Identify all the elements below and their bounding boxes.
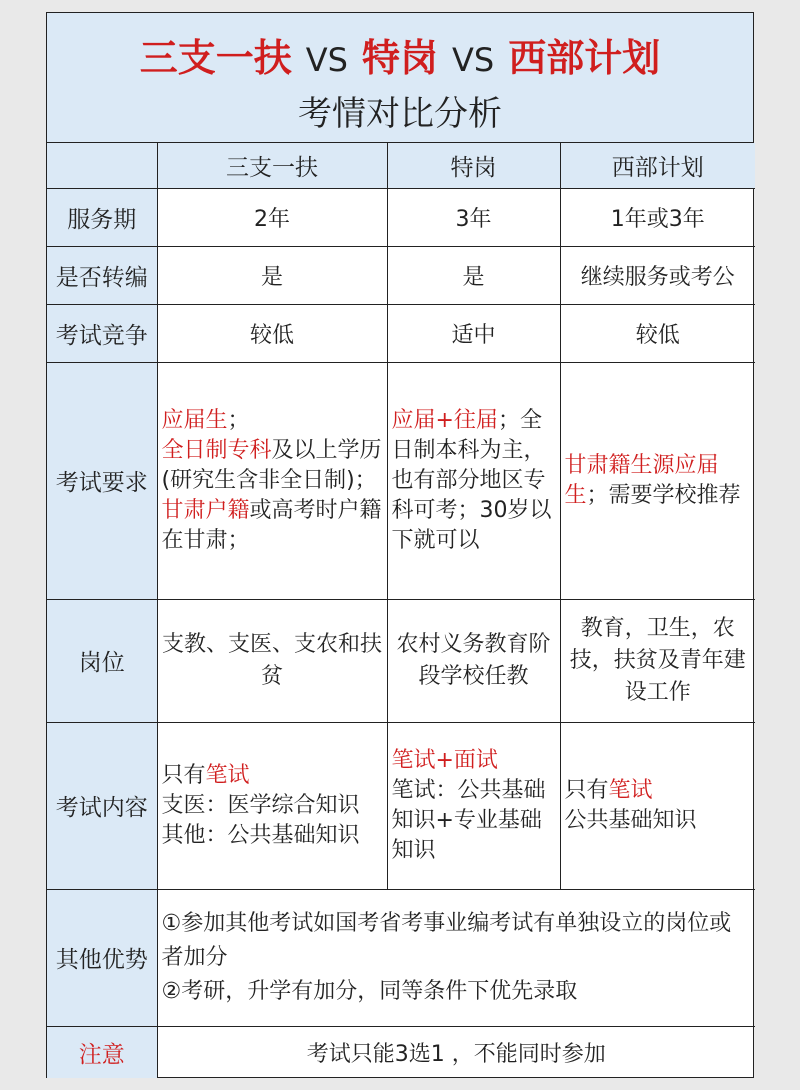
cell-requirements-3 <box>560 362 755 599</box>
cell-content-3 <box>560 722 755 889</box>
content-public: 公共基础知识 <box>564 807 697 833</box>
advantage-1: ①参加其他考试如国考省考事业编考试有单独设立的岗位或者加分 <box>161 910 732 970</box>
cell-transfer-3: 继续服务或考公 <box>560 246 755 304</box>
content-only: 只有 <box>161 762 206 788</box>
table-row <box>47 362 755 599</box>
req-school-rec: ；需要学校推荐 <box>586 482 741 508</box>
cell-content-1 <box>157 722 387 889</box>
title-program-2: 特岗 <box>361 36 438 80</box>
cell-service-2: 3年 <box>387 188 560 246</box>
req-gansu-source: 甘肃籍生源应届生 <box>564 452 719 508</box>
req-detail: ；全日制本科为主，也有部分地区专科可考；30岁以下就可以 <box>391 407 552 553</box>
cell-content-2 <box>387 722 560 889</box>
row-label-note: 注意 <box>47 1026 157 1078</box>
cell-service-1: 2年 <box>157 188 387 246</box>
table-row <box>47 304 755 362</box>
cell-service-3: 1年或3年 <box>560 188 755 246</box>
row-label-competition: 考试竞争 <box>47 304 157 362</box>
req-education: 及以上学历(研究生含非全日制)； <box>161 437 382 493</box>
row-label-transfer: 是否转编 <box>47 246 157 304</box>
content-written: 笔试 <box>608 777 653 803</box>
row-label-service: 服务期 <box>47 188 157 246</box>
cell-positions-2: 农村义务教育阶段学校任教 <box>387 599 560 722</box>
cell-transfer-2: 是 <box>387 246 560 304</box>
cell-competition-3: 较低 <box>560 304 755 362</box>
main-title <box>47 13 753 83</box>
cell-positions-1: 支教、支医、支农和扶贫 <box>157 599 387 722</box>
req-graduates: 应届+往届 <box>391 407 498 433</box>
row-label-advantages: 其他优势 <box>47 889 157 1026</box>
cell-requirements-1 <box>157 362 387 599</box>
req-fulltime: 全日制专科 <box>161 437 272 463</box>
cell-competition-2: 适中 <box>387 304 560 362</box>
table-row <box>47 246 755 304</box>
req-gansu-huji: 甘肃户籍 <box>161 497 250 523</box>
content-medical: 支医：医学综合知识 <box>161 792 360 818</box>
title-program-1: 三支一扶 <box>139 36 292 80</box>
table-row <box>47 599 755 722</box>
title-box <box>47 13 753 143</box>
row-label-content: 考试内容 <box>47 722 157 889</box>
advantage-2: ②考研，升学有加分，同等条件下优先录取 <box>161 978 578 1004</box>
content-written-interview: 笔试+面试 <box>391 747 498 773</box>
content-written-detail: 笔试：公共基础知识+专业基础知识 <box>391 777 546 863</box>
content-other: 其他：公共基础知识 <box>161 822 360 848</box>
title-vs-2: VS <box>452 41 495 79</box>
req-huji-detail: 或高考时户籍在甘肃； <box>161 497 382 553</box>
cell-advantages <box>157 889 755 1026</box>
content-written: 笔试 <box>205 762 250 788</box>
row-label-positions: 岗位 <box>47 599 157 722</box>
req-sep: ； <box>227 407 250 433</box>
cell-competition-1: 较低 <box>157 304 387 362</box>
header-xibujihua: 西部计划 <box>560 143 755 188</box>
table-header-row <box>47 143 755 188</box>
header-sanzhiyifu: 三支一扶 <box>157 143 387 188</box>
cell-requirements-2 <box>387 362 560 599</box>
cell-transfer-1: 是 <box>157 246 387 304</box>
table-row <box>47 1026 755 1078</box>
table-row <box>47 188 755 246</box>
comparison-sheet <box>46 12 754 1078</box>
cell-positions-3: 教育，卫生，农技，扶贫及青年建设工作 <box>560 599 755 722</box>
header-tegang: 特岗 <box>387 143 560 188</box>
title-vs-1: VS <box>305 41 348 79</box>
content-only: 只有 <box>564 777 609 803</box>
cell-note: 考试只能3选1 ，不能同时参加 <box>157 1026 755 1078</box>
req-fresh-grad: 应届生 <box>161 407 228 433</box>
table-row <box>47 889 755 1026</box>
table-row <box>47 722 755 889</box>
title-program-3: 西部计划 <box>508 36 661 80</box>
subtitle: 考情对比分析 <box>298 94 502 134</box>
header-corner <box>47 143 157 188</box>
row-label-requirements: 考试要求 <box>47 362 157 599</box>
comparison-table <box>47 143 755 1078</box>
